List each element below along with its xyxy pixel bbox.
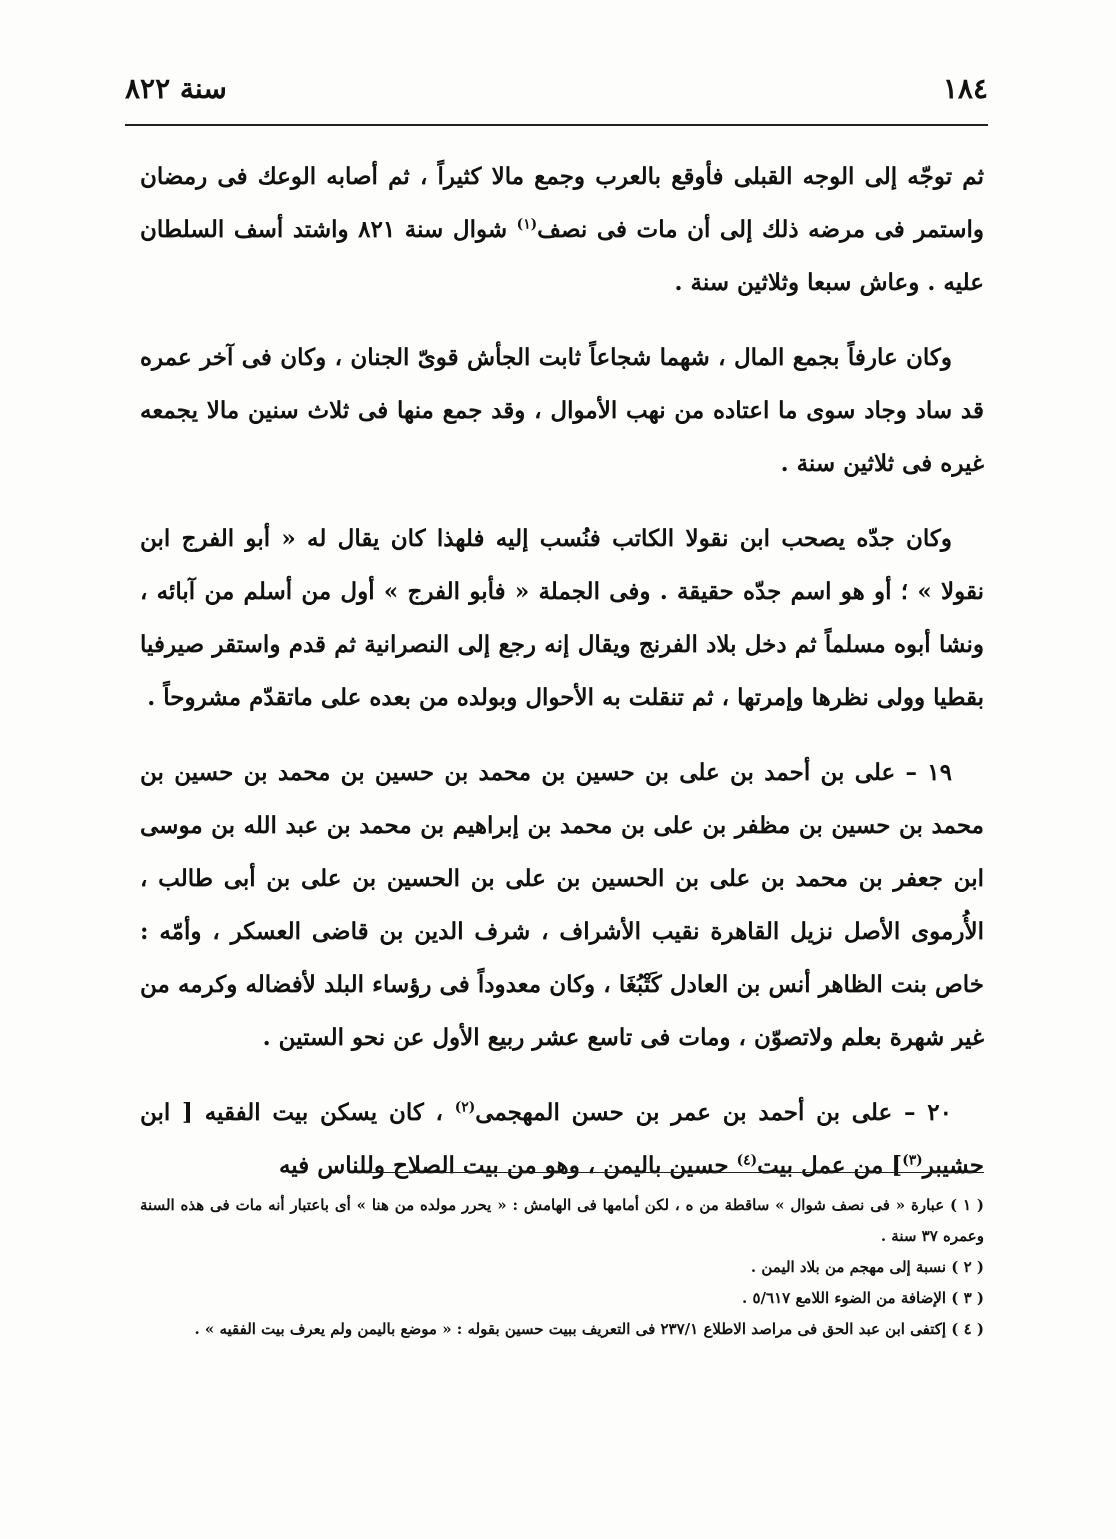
header-rule [125,124,988,126]
footnote-marker: (١) [516,216,538,233]
footnote-rule [354,1172,984,1173]
footnote-marker: (٣) [902,1152,923,1169]
running-head-year: سنة ٨٢٢ [125,72,227,105]
paragraph-text: حسين باليمن ، وهو من بيت الصلاح وللناس فيه [278,1152,737,1179]
footnote-2: ( ٢ ) نسبة إلى مهجم من بلاد اليمن . [750,1258,984,1276]
entry-20 [140,1086,984,1192]
page-header [125,72,988,122]
paragraph-3 [140,512,984,724]
entry-19 [140,746,984,1064]
paragraph-text: ، كان يسكن بيت الفقيه [ ابن حشيبر [140,1099,984,1179]
paragraph-1 [140,150,984,309]
footnotes [140,1190,984,1345]
page-number: ١٨٤ [942,72,988,105]
footnote-4: ( ٤ ) إكتفى ابن عبد الحق فى مراصد الاطلاع ٢٣٧/١ فى التعريف ببيت حسين بقوله : « موضع باليمن ولم يعرف بيت الفقيه » . [194,1320,984,1338]
paragraph-text: ثم توجّه إلى الوجه القبلى فأوقع بالعرب وجمع مالا كثيراً ، ثم أصابه الوعك فى رمضان واستمر فى مرضه ذلك إلى أن مات فى نصف [140,163,984,243]
paragraph-text: شوال سنة ٨٢١ واشتد أسف السلطان عليه . وعاش سبعا وثلاثين سنة . [140,216,984,296]
paragraph-text: ] من عمل بيت [757,1152,903,1179]
main-text [140,150,984,1214]
footnote-3: ( ٣ ) الإضافة من الضوء اللامع ٥/٦١٧ . [742,1289,984,1307]
paragraph-text: وكان عارفاً بجمع المال ، شهما شجاعاً ثابت الجأش قوىّ الجنان ، وكان فى آخر عمره قد ساد وجاد سوى ما اعتاده من نهب الأموال ، وقد جمع منها فى ثلاث سنين مالا يجمعه غيره فى ثلاثين سنة . [140,344,984,477]
footnote-marker: (٤) [736,1152,758,1169]
paragraph-text: وكان جدّه يصحب ابن نقولا الكاتب فنُسب إليه فلهذا كان يقال له « أبو الفرج ابن نقولا » ؛ أو هو اسم جدّه حقيقة . وفى الجملة « فأبو الفرج » أول من أسلم من آبائه ، ونشا أبوه مسلماً ثم دخل بلاد الفرنج ويقال إنه رجع إلى النصرانية ثم قدم واستقر صيرفيا بقطيا وولى نظرها وإمرتها ، ثم تنقلت به الأحوال وبولده من بعده على ماتقدّم مشروحاً . [140,525,984,711]
paragraph-text: ٢٠ – على بن أحمد بن عمر بن حسن المهجمى [475,1099,952,1126]
footnote-marker: (٢) [454,1099,476,1116]
footnote-1: ( ١ ) عبارة « فى نصف شوال » ساقطة من ه ، لكن أمامها فى الهامش : « يحرر مولده من هنا » أى باعتبار أنه مات فى هذه السنة وعمره ٣٧ سنة . [140,1196,984,1245]
paragraph-text: ١٩ – على بن أحمد بن على بن حسين بن محمد بن حسين بن محمد بن حسين بن محمد بن حسين بن مظفر بن على بن محمد بن إبراهيم بن محمد بن عبد الله بن موسى ابن جعفر بن محمد بن على بن الحسين بن على بن الحسين بن على بن أبى طالب ، الأُرموى الأصل نزيل القاهرة نقيب الأشراف ، شرف الدين بن قاضى العسكر ، وأمّه : خاص بنت الظاهر أنس بن العادل كَتْبُغَا ، وكان معدوداً فى رؤساء البلد لأفضاله وكرمه من غير شهرة بعلم ولاتصوّن ، ومات فى تاسع عشر ربيع الأول عن نحو الستين . [140,759,984,1051]
paragraph-2 [140,331,984,490]
